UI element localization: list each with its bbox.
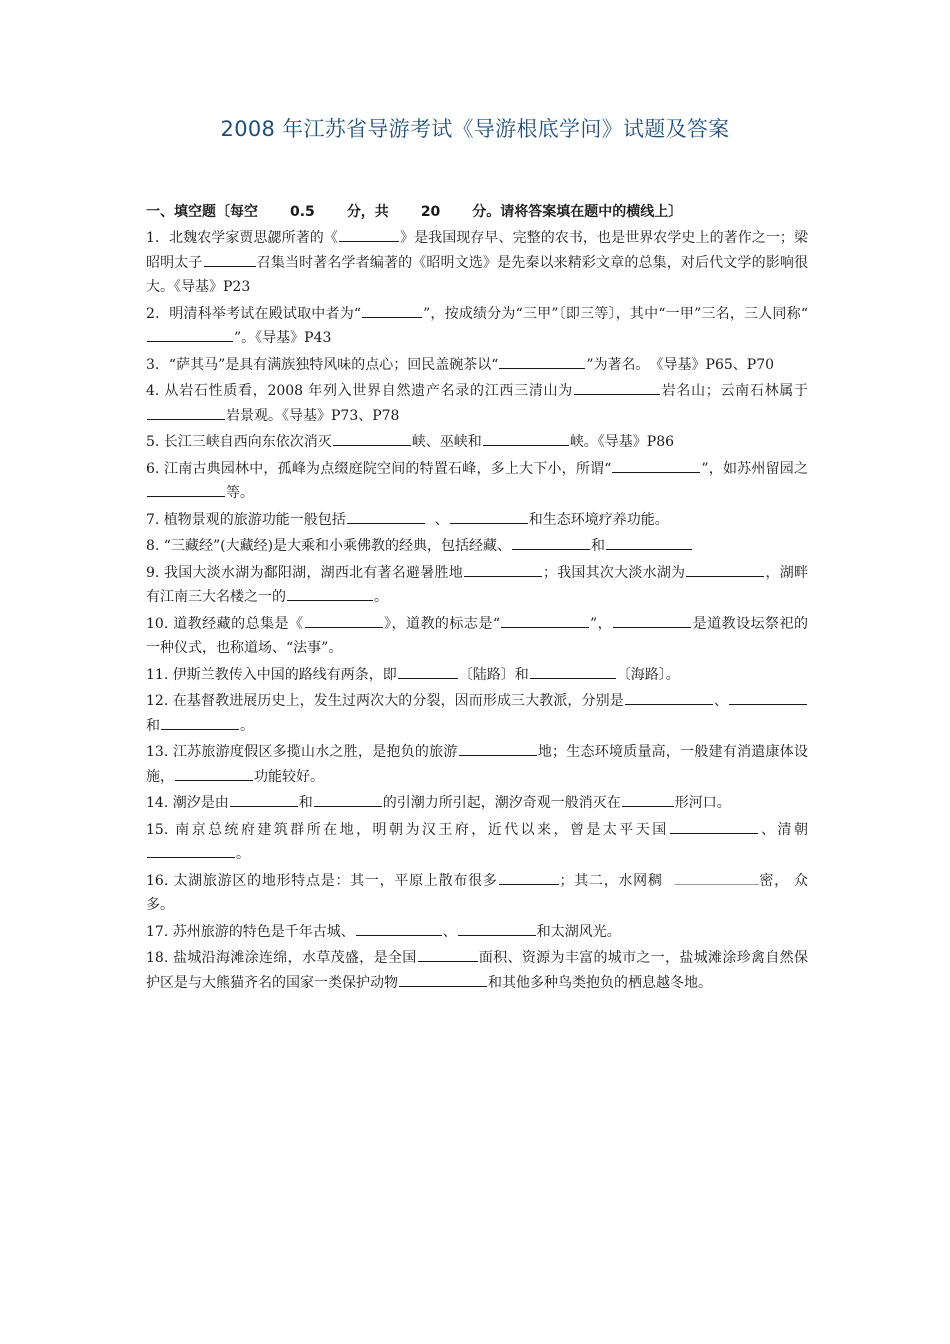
question-17: 17. 苏州旅游的特色是千年古城、 、 和太湖风光。 xyxy=(146,920,808,945)
question-7: 7. 植物景观的旅游功能一般包括 、 和生态环境疗养功能。 xyxy=(146,508,808,533)
answer-blank[interactable] xyxy=(625,690,713,705)
question-14: 14. 潮汐是由 和 的引潮力所引起，潮汐奇观一般消灭在 形河口。 xyxy=(146,791,808,816)
answer-blank[interactable] xyxy=(530,664,616,679)
answer-blank[interactable] xyxy=(287,586,373,601)
answer-blank[interactable] xyxy=(339,227,399,242)
question-15: 15. 南京总统府建筑群所在地，明朝为汉王府，近代以来，曾是太平天国 、清朝。 xyxy=(146,818,808,867)
answer-blank[interactable] xyxy=(230,792,298,807)
section-heading: 一、填空题〔每空 0.5 分，共 20 分。请将答案填在题中的横线上〕 xyxy=(146,204,683,220)
answer-blank[interactable] xyxy=(147,843,235,858)
question-11: 11. 伊斯兰教传入中国的路线有两条，即 〔陆路〕和 〔海路〕。 xyxy=(146,663,808,688)
answer-blank[interactable] xyxy=(670,819,758,834)
answer-blank[interactable] xyxy=(501,613,589,628)
question-2: 2．明清科举考试在殿试取中者为“ ”，按成绩分为“三甲”〔即三等〕，其中“一甲”三名，三人同称“”。《导基》P43 xyxy=(146,302,808,351)
question-9: 9. 我国大淡水湖为鄱阳湖，湖西北有著名避暑胜地 ；我国其次大淡水湖为 ，湖畔有江南三大名楼之一的 。 xyxy=(146,561,808,610)
answer-blank[interactable] xyxy=(362,303,422,318)
answer-blank[interactable] xyxy=(418,947,478,962)
answer-blank[interactable] xyxy=(622,792,674,807)
question-4: 4. 从岩石性质看，2008 年列入世界自然遗产名录的江西三清山为 岩名山；云南石林属于岩景观。《导基》P73、P78 xyxy=(146,379,808,428)
answer-blank[interactable] xyxy=(606,535,692,550)
answer-blank[interactable] xyxy=(305,613,383,628)
answer-blank[interactable] xyxy=(686,562,764,577)
answer-blank[interactable] xyxy=(483,431,569,446)
question-18: 18. 盐城沿海滩涂连绵，水草茂盛，是全国 面积、资源为丰富的城市之一，盐城滩涂珍禽自然保护区是与大熊猫齐名的国家一类保护动物 和其他多种鸟类抱负的栖息越冬地。 xyxy=(146,946,808,995)
answer-blank[interactable] xyxy=(333,431,411,446)
question-16: 16. 太湖旅游区的地形特点是：其一，平原上散布很多 ；其二，水网稠 密， 众多。 xyxy=(146,869,808,918)
question-10: 10. 道教经藏的总集是《 》，道教的标志是“ ”， 是道教设坛祭祀的一种仪式，也称道场、“法事”。 xyxy=(146,612,808,661)
answer-blank[interactable] xyxy=(729,690,807,705)
answer-blank[interactable] xyxy=(347,509,425,524)
answer-blank[interactable] xyxy=(574,380,660,395)
question-1: 1．北魏农学家贾思勰所著的《 》是我国现存早、完整的农书，也是世界农学史上的著作之一；梁昭明太子 召集当时著名学者编著的《昭明文选》是先秦以来精彩文章的总集，对后代文学的影响很大。《导基》P23 xyxy=(146,226,808,300)
answer-blank[interactable] xyxy=(499,354,585,369)
answer-blank[interactable] xyxy=(147,405,225,420)
question-6: 6. 江南古典园林中，孤峰为点缀庭院空间的特置石峰，多上大下小，所谓“ ”，如苏州留园之等。 xyxy=(146,457,808,506)
page-title: 2008 年江苏省导游考试《导游根底学问》试题及答案 xyxy=(220,117,730,141)
answer-blank[interactable] xyxy=(613,613,691,628)
document-body xyxy=(146,200,808,997)
question-12: 12. 在基督教进展历史上，发生过两次大的分裂，因而形成三大教派，分别是 、和 。 xyxy=(146,689,808,738)
answer-blank[interactable] xyxy=(612,458,700,473)
answer-blank[interactable] xyxy=(204,252,256,267)
question-13: 13. 江苏旅游度假区多揽山水之胜，是抱负的旅游 地；生态环境质量高，一般建有消遣康体设施， 功能较好。 xyxy=(146,740,808,789)
answer-blank[interactable] xyxy=(675,870,759,885)
answer-blank[interactable] xyxy=(399,972,487,987)
question-8: 8. “三藏经”(大藏经)是大乘和小乘佛教的经典，包括经藏、 和 xyxy=(146,534,808,559)
answer-blank[interactable] xyxy=(147,482,225,497)
answer-blank[interactable] xyxy=(459,741,537,756)
answer-blank[interactable] xyxy=(161,715,239,730)
answer-blank[interactable] xyxy=(175,766,253,781)
answer-blank[interactable] xyxy=(464,562,542,577)
answer-blank[interactable] xyxy=(458,921,536,936)
answer-blank[interactable] xyxy=(147,327,233,342)
question-5: 5. 长江三峡自西向东依次消灭 峡、巫峡和 峡。《导基》P86 xyxy=(146,430,808,455)
answer-blank[interactable] xyxy=(356,921,442,936)
answer-blank[interactable] xyxy=(499,870,559,885)
answer-blank[interactable] xyxy=(314,792,382,807)
answer-blank[interactable] xyxy=(450,509,528,524)
answer-blank[interactable] xyxy=(512,535,590,550)
answer-blank[interactable] xyxy=(398,664,458,679)
question-3: 3．“萨其马”是具有满族独特风味的点心；回民盖碗茶以“ ”为著名。 《导基》P65、P70 xyxy=(146,353,808,378)
